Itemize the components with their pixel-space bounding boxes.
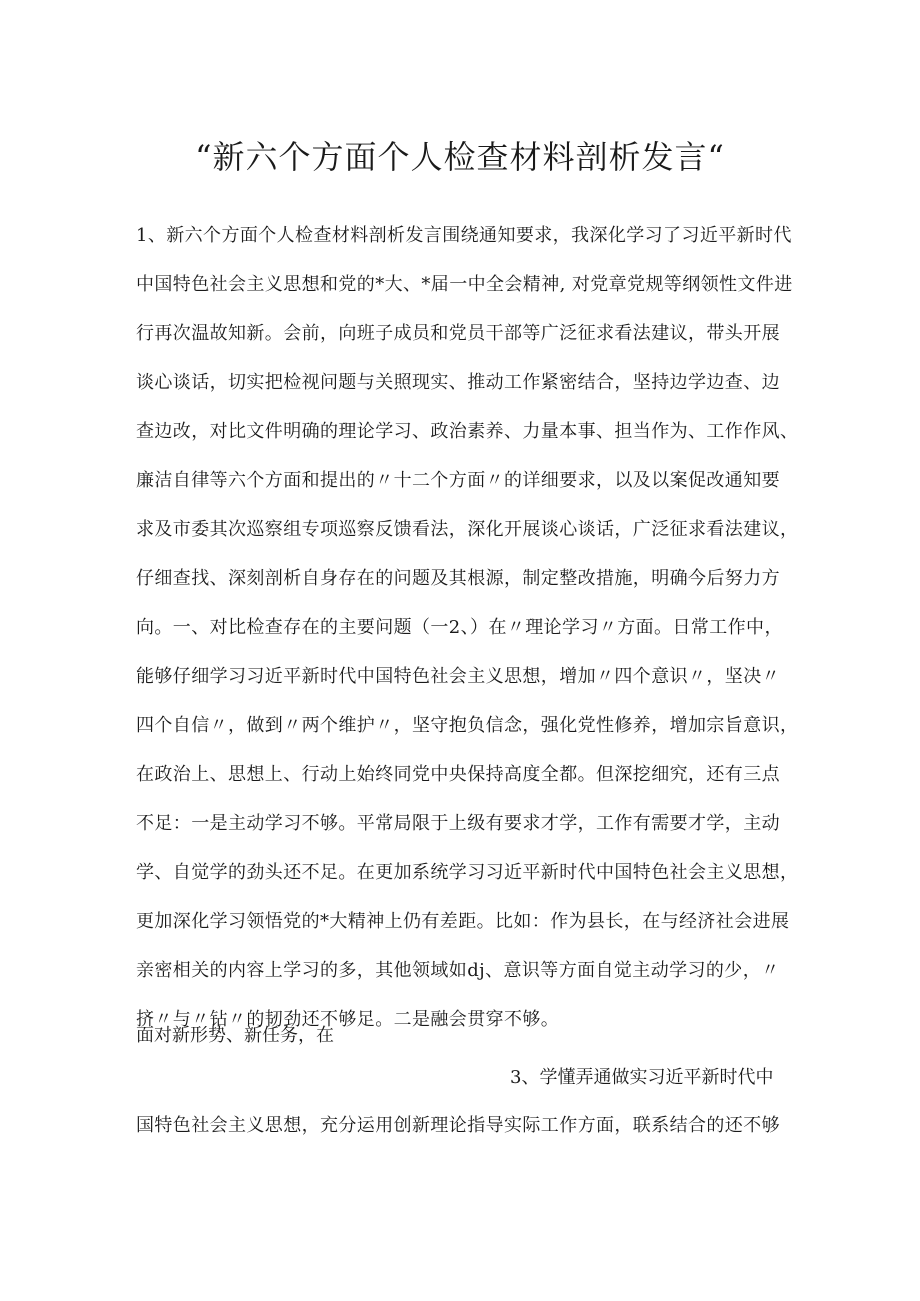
document-title: “新六个方面个人检查材料剖析发言“ bbox=[195, 138, 725, 176]
body-line: 挤〃与〃钻〃的韧劲还不够足。二是融会贯穿不够。 bbox=[136, 1009, 560, 1030]
document-body bbox=[136, 222, 799, 1055]
body-line: 更加深化学习领悟党的*大精神上仍有差距。比如：作为县长，在与经济社会进展 bbox=[136, 911, 790, 932]
body-line-right: 3、学懂弄通做实习近平新时代中 bbox=[510, 1067, 774, 1088]
body-line: 廉洁自律等六个方面和提出的〃十二个方面〃的详细要求，以及以案促改通知要 bbox=[136, 470, 780, 491]
body-line: 向。一、对比检查存在的主要问题（一2、）在〃理论学习〃方面。日常工作中， bbox=[136, 617, 783, 638]
body-line: 1、新六个方面个人检查材料剖析发言围绕通知要求，我深化学习了习近平新时代 bbox=[136, 225, 792, 246]
body-line: 仔细查找、深刻剖析自身存在的问题及其根源，制定整改措施，明确今后努力方 bbox=[136, 568, 780, 589]
body-line: 行再次温故知新。会前，向班子成员和党员干部等广泛征求看法建议，带头开展 bbox=[136, 323, 780, 344]
body-line: 亲密相关的内容上学习的多，其他领域如dj、意识等方面自觉主动学习的少，〃 bbox=[136, 960, 780, 981]
body-line-last: 国特色社会主义思想，充分运用创新理论指导实际工作方面，联系结合的还不够 bbox=[136, 1115, 780, 1136]
body-line: 查边改，对比文件明确的理论学习、政治素养、力量本事、担当作为、工作作风、 bbox=[136, 421, 799, 442]
body-line: 中国特色社会主义思想和党的*大、*届一中全会精神, 对党章党规等纲领性文件进 bbox=[136, 274, 793, 295]
body-line: 不足：一是主动学习不够。平常局限于上级有要求才学，工作有需要才学，主动 bbox=[136, 813, 780, 834]
body-line: 求及市委其次巡察组专项巡察反馈看法，深化开展谈心谈话，广泛征求看法建议， bbox=[136, 519, 799, 540]
body-line: 能够仔细学习习近平新时代中国特色社会主义思想，增加〃四个意识〃，坚决〃 bbox=[136, 666, 780, 687]
body-line: 四个自信〃，做到〃两个维护〃，坚守抱负信念，强化党性修养，增加宗旨意识， bbox=[136, 715, 799, 736]
body-line: 学、自觉学的劲头还不足。在更加系统学习习近平新时代中国特色社会主义思想， bbox=[136, 862, 799, 883]
body-line: 谈心谈话，切实把检视问题与关照现实、推动工作紧密结合，坚持边学边查、边 bbox=[136, 372, 780, 393]
body-line-short: 面对新形势、新任务，在 bbox=[136, 1025, 334, 1046]
body-line: 在政治上、思想上、行动上始终同党中央保持高度全都。但深挖细究，还有三点 bbox=[136, 764, 780, 785]
